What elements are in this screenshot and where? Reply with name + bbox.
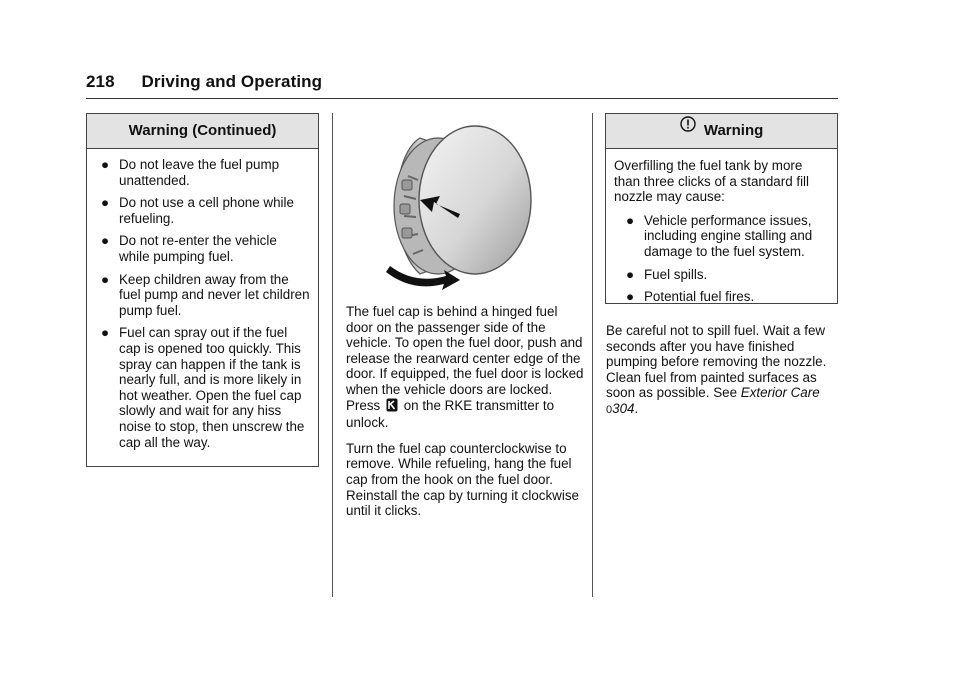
warning-list	[606, 213, 837, 305]
page-reference[interactable]: 304	[612, 400, 635, 416]
warning-continued-heading: Warning (Continued)	[87, 114, 318, 149]
exterior-care-link[interactable]: Exterior Care	[740, 385, 820, 401]
fuel-door-paragraph: The fuel cap is behind a hinged fuel door on the passenger side of the vehicle. To open the fuel door, push and release the rearward center edge of the door. If equipped, the fuel door is locked when the vehicle doors are locked. Press on the RKE transmitter to unlock.	[346, 304, 584, 431]
list-item: ● Vehicle performance issues, including engine stalling and damage to the fuel system.	[625, 212, 813, 259]
page-header	[86, 72, 322, 92]
list-item: ● Do not use a cell phone while refueling.	[100, 195, 294, 226]
list-item: ● Keep children away from the fuel pump and never let children pump fuel.	[100, 271, 310, 318]
header-rule	[86, 98, 838, 99]
fuel-cap-illustration	[380, 116, 540, 292]
warning-box	[605, 113, 838, 304]
page-number: 218	[86, 72, 115, 91]
warning-intro: Overfilling the fuel tank by more than three clicks of a standard fill nozzle may cause:	[614, 158, 810, 205]
list-item: ● Do not re-enter the vehicle while pumping fuel.	[100, 233, 277, 264]
middle-column-text	[346, 304, 584, 529]
warning-continued-list	[87, 149, 318, 450]
spill-paragraph: Be careful not to spill fuel. Wait a few seconds after you have finished pumping before removing the nozzle. Clean fuel from painted surfaces as soon as possible. See Exterior Care 0304.	[606, 323, 827, 416]
warning-heading: Warning	[606, 114, 837, 149]
column-divider-left	[332, 113, 333, 597]
warning-continued-box	[86, 113, 319, 467]
list-item: ● Do not leave the fuel pump unattended.	[100, 157, 280, 188]
list-item: ● Fuel can spray out if the fuel cap is opened too quickly. This spray can happen if the tank is nearly full, and is more likely in hot weather. Open the fuel cap slowly and wait for any hiss noise to stop, then unscrew the cap all the way.	[100, 325, 305, 450]
warning-icon	[680, 111, 696, 145]
rke-unlock-key-icon	[386, 398, 398, 416]
list-item: ● Fuel spills.	[625, 266, 708, 282]
list-item: ● Potential fuel fires.	[625, 289, 755, 305]
column-divider-right	[592, 113, 593, 597]
section-title: Driving and Operating	[141, 72, 323, 91]
fuel-cap-paragraph: Turn the fuel cap counterclockwise to remove. While refueling, hang the fuel cap from the hook on the fuel door. Reinstall the cap by turning it clockwise until it clicks.	[346, 440, 579, 519]
page-ref-arrow-icon: 0	[606, 403, 613, 416]
right-column-text	[606, 323, 838, 429]
